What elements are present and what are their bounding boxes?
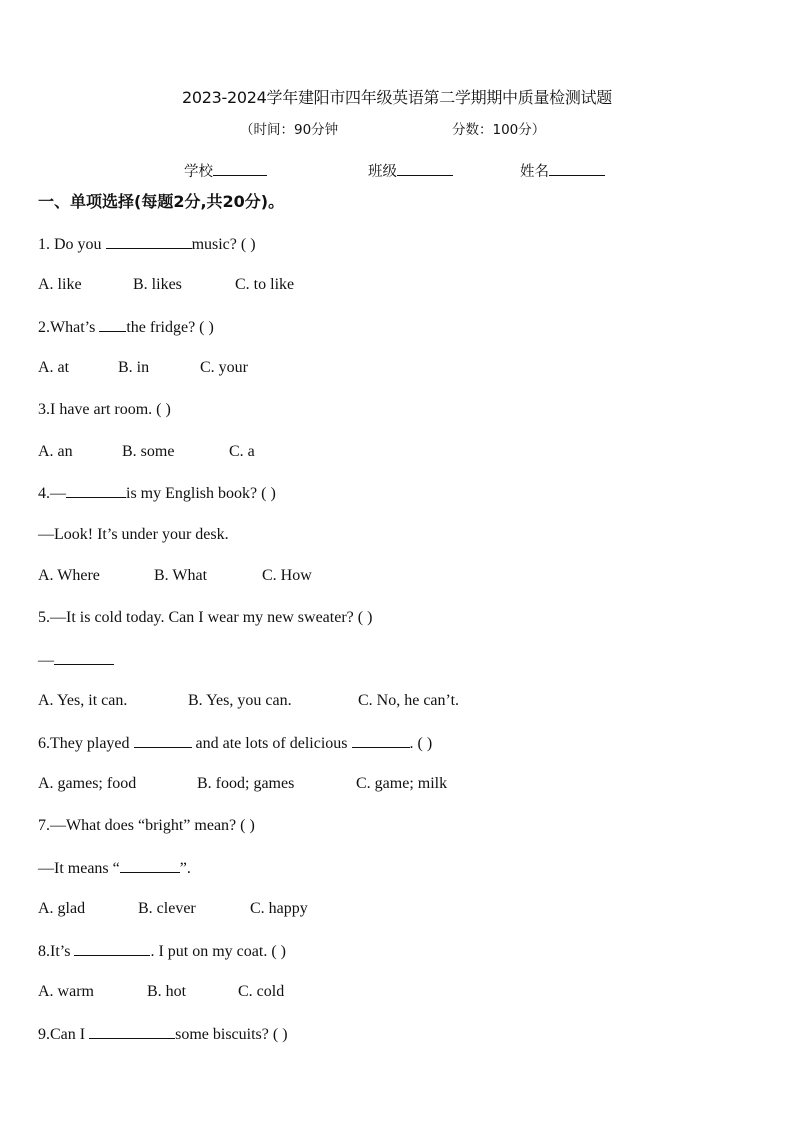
question-5-response [38,650,114,671]
question-text: 1. Do you [38,236,106,253]
page-title: 2023-2024学年建阳市四年级英语第二学期期中质量检测试题 [182,88,612,107]
school-field [184,160,267,181]
question-text: —Look! It’s under your desk. [38,526,229,543]
question-text: and ate lots of delicious [191,735,352,752]
question-7 [38,816,255,836]
question-text: 9.Can I [38,1026,90,1043]
option-b[interactable]: B. food; games [197,775,295,792]
question-text: 4.— [38,485,66,502]
question-text: . I put on my coat. ( ) [150,943,286,960]
question-text: —It means “ [38,860,120,877]
question-7-response [38,858,191,879]
option-b[interactable]: B. Yes, you can. [188,692,292,709]
question-9 [38,1024,288,1045]
option-a[interactable]: A. at [38,359,70,376]
option-c[interactable]: C. your [200,359,248,376]
question-8 [38,941,286,962]
question-text: — [38,652,54,669]
question-text: 3.I have art room. ( ) [38,401,171,418]
question-text: 5.—It is cold today. Can I wear my new sweater? ( ) [38,609,373,626]
total-score: 分数：100分） [452,122,546,138]
answer-blank[interactable] [106,234,192,249]
question-text: music? ( ) [191,236,256,253]
exam-meta [240,118,546,138]
option-b[interactable]: B. What [154,567,208,584]
question-3 [38,400,171,420]
name-label: 姓名 [520,164,549,180]
option-a[interactable]: A. an [38,443,73,460]
option-b[interactable]: B. some [122,443,175,460]
option-b[interactable]: B. hot [147,983,187,1000]
option-c[interactable]: C. No, he can’t. [358,692,460,709]
time-limit: （时间：90分钟 [240,122,339,138]
question-text: ”. [179,860,191,877]
option-b[interactable]: B. in [118,359,150,376]
section-title: 一、单项选择(每题2分,共20分)。 [38,192,285,211]
option-c[interactable]: C. How [262,567,312,584]
answer-blank[interactable] [66,483,126,498]
class-field [368,160,453,181]
class-label: 班级 [368,164,397,180]
option-c[interactable]: C. happy [250,900,308,917]
question-5 [38,608,372,628]
name-field [520,160,605,181]
school-label: 学校 [184,164,213,180]
answer-blank[interactable] [120,858,180,873]
answer-blank[interactable] [74,941,150,956]
question-text: is my English book? ( ) [126,485,276,502]
question-text: 7.—What does “bright” mean? ( ) [38,817,255,834]
answer-blank[interactable] [352,733,410,748]
option-b[interactable]: B. likes [133,276,182,293]
question-4 [38,483,276,504]
answer-blank[interactable] [89,1024,175,1039]
option-a[interactable]: A. like [38,276,82,293]
option-a[interactable]: A. games; food [38,775,137,792]
question-6 [38,733,432,754]
option-a[interactable]: A. glad [38,900,86,917]
question-text: 8.It’s [38,943,75,960]
option-c[interactable]: C. to like [235,276,295,293]
question-text: 2.What’s [38,319,100,336]
school-blank[interactable] [213,161,267,176]
option-c[interactable]: C. cold [238,983,285,1000]
option-a[interactable]: A. Where [38,567,100,584]
question-text: 6.They played [38,735,134,752]
option-a[interactable]: A. warm [38,983,94,1000]
question-1 [38,234,256,255]
question-text: some biscuits? ( ) [175,1026,288,1043]
option-b[interactable]: B. clever [138,900,196,917]
question-4-response [38,525,229,545]
question-text: . ( ) [409,735,433,752]
option-c[interactable]: C. game; milk [356,775,448,792]
option-c[interactable]: C. a [229,443,255,460]
question-2 [38,317,214,338]
name-blank[interactable] [549,161,605,176]
question-text: the fridge? ( ) [126,319,214,336]
class-blank[interactable] [397,161,453,176]
option-a[interactable]: A. Yes, it can. [38,692,128,709]
answer-blank[interactable] [99,317,126,332]
answer-blank[interactable] [134,733,192,748]
answer-blank[interactable] [54,650,114,665]
